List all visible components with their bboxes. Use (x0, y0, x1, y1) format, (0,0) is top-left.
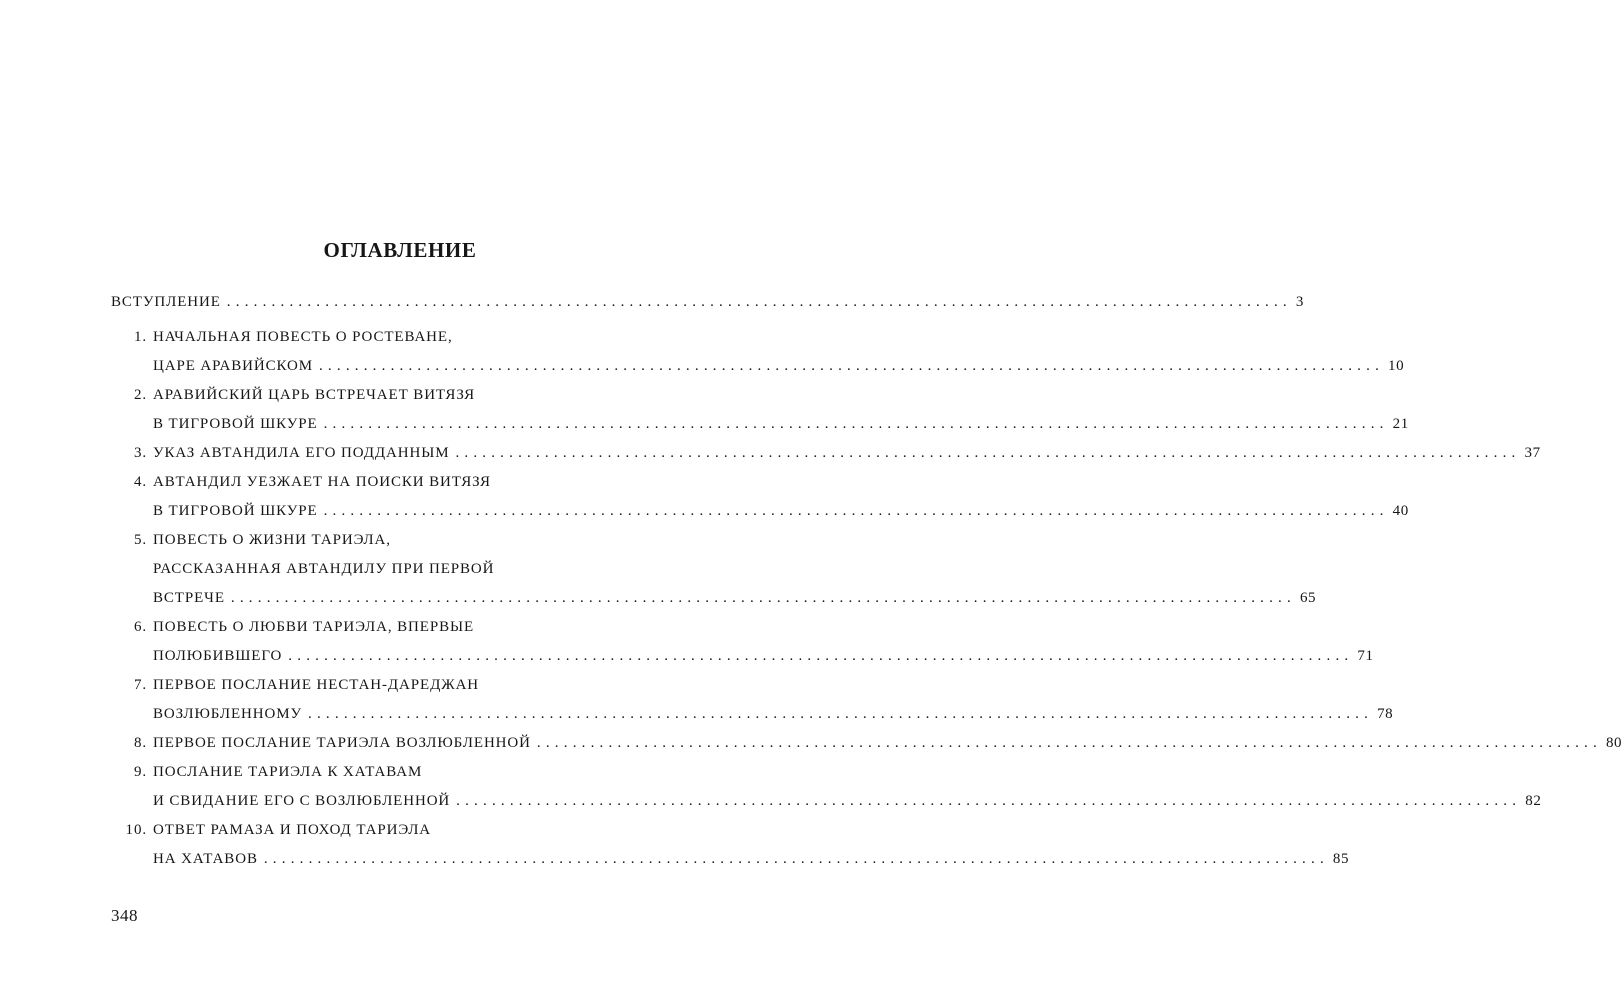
toc-entry-number: 4. (133, 474, 147, 490)
toc-entry-page: 80 (1605, 735, 1622, 751)
dot-leader: ....................................................................................................................... (226, 294, 1292, 310)
toc-entry-title-line: В ТИГРОВОЙ ШКУРЕ (153, 416, 318, 432)
toc-entry-title-line: АВТАНДИЛ УЕЗЖАЕТ НА ПОИСКИ ВИТЯЗЯ (153, 474, 491, 490)
toc-entry-title-line: УКАЗ АВТАНДИЛА ЕГО ПОДДАННЫМ (153, 445, 450, 461)
toc-entry-title-line: НАЧАЛЬНАЯ ПОВЕСТЬ О РОСТЕВАНЕ, (153, 329, 453, 345)
toc-entry-title-line: ЦАРЕ АРАВИЙСКОМ (153, 358, 313, 374)
toc-entry-title-line: НА ХАТАВОВ (153, 851, 258, 867)
toc-entry-page: 40 (1392, 503, 1409, 519)
dot-leader: ....................................................................................................................... (456, 793, 1522, 809)
toc-entry-title-line: ПОВЕСТЬ О ЛЮБВИ ТАРИЭЛА, ВПЕРВЫЕ (153, 619, 475, 635)
dot-leader: ....................................................................................................................... (536, 735, 1602, 751)
toc-entry-page: 71 (1357, 648, 1374, 664)
dot-leader: ....................................................................................................................... (230, 590, 1296, 606)
toc-entry-number: 9. (133, 764, 147, 780)
toc-entry-number: 1. (133, 329, 147, 345)
toc-entry (111, 381, 1409, 439)
toc-entry-title-line: ВСТРЕЧЕ (153, 590, 225, 606)
toc-entry-page: 85 (1332, 851, 1350, 867)
dot-leader: ....................................................................................................................... (318, 358, 1385, 374)
toc-entry (111, 526, 1317, 613)
toc-entry-title: ВСТУПЛЕНИЕ (111, 294, 221, 310)
toc-entry-page: 78 (1377, 706, 1394, 722)
toc-entry (111, 758, 1542, 816)
dot-leader: ....................................................................................................................... (323, 503, 1389, 519)
toc-entry-title-line: ПОВЕСТЬ О ЖИЗНИ ТАРИЭЛА, (153, 532, 391, 548)
toc-entry (111, 323, 1405, 381)
toc-entry-intro (111, 287, 1304, 317)
toc-entry-title-line: И СВИДАНИЕ ЕГО С ВОЗЛЮБЛЕННОЙ (153, 793, 451, 809)
toc-entry (111, 816, 1350, 874)
toc-entry (111, 613, 1374, 671)
dot-leader: ....................................................................................................................... (323, 416, 1389, 432)
toc-entry-page: 21 (1392, 416, 1409, 432)
toc-entry-number: 7. (133, 677, 147, 693)
dot-leader: ....................................................................................................................... (455, 445, 1521, 461)
toc-entry-title-line: ВОЗЛЮБЛЕННОМУ (153, 706, 303, 722)
toc-entry-page: 10 (1388, 358, 1405, 374)
toc-entry-number: 5. (133, 532, 147, 548)
toc-entry-page: 37 (1524, 445, 1541, 461)
toc-entry-number: 10. (125, 822, 147, 838)
toc-entry-title-line: ПЕРВОЕ ПОСЛАНИЕ НЕСТАН-ДАРЕДЖАН (153, 677, 480, 693)
toc-entry-title-line: ПОСЛАНИЕ ТАРИЭЛА К ХАТАВАМ (153, 764, 423, 780)
table-of-contents (111, 287, 1622, 874)
toc-entry (111, 439, 1541, 468)
toc-entry-number: 8. (133, 735, 147, 751)
toc-entry-page: 65 (1299, 590, 1317, 606)
toc-entry-number: 3. (133, 445, 147, 461)
toc-entry (111, 671, 1394, 729)
toc-entry-title-line: АРАВИЙСКИЙ ЦАРЬ ВСТРЕЧАЕТ ВИТЯЗЯ (153, 387, 476, 403)
toc-entry-page: 3 (1295, 294, 1304, 310)
dot-leader: ....................................................................................................................... (288, 648, 1354, 664)
toc-entry-title-line: В ТИГРОВОЙ ШКУРЕ (153, 503, 318, 519)
toc-entry (111, 729, 1622, 758)
toc-entry-number: 6. (133, 619, 147, 635)
dot-leader: ....................................................................................................................... (308, 706, 1374, 722)
toc-entry-title-line: ПОЛЮБИВШЕГО (153, 648, 283, 664)
page-number: 348 (111, 906, 138, 925)
toc-entry-title-line: ОТВЕТ РАМАЗА И ПОХОД ТАРИЭЛА (153, 822, 432, 838)
toc-entry-page: 82 (1525, 793, 1542, 809)
toc-entry-title-line: ПЕРВОЕ ПОСЛАНИЕ ТАРИЭЛА ВОЗЛЮБЛЕННОЙ (153, 735, 531, 751)
dot-leader: ....................................................................................................................... (263, 851, 1329, 867)
contents-heading: ОГЛАВЛЕНИЕ (323, 238, 477, 262)
toc-entry-title-line: РАССКАЗАННАЯ АВТАНДИЛУ ПРИ ПЕРВОЙ (153, 561, 495, 577)
toc-entry (111, 468, 1409, 526)
toc-entry-number: 2. (133, 387, 147, 403)
